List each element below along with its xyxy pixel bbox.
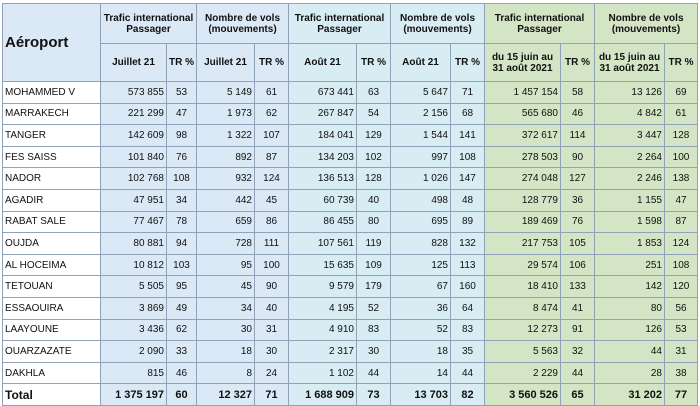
- rate-header: TR %: [357, 44, 391, 82]
- cell-aug-pax-tr: 102: [357, 146, 391, 168]
- cell-per-mvt-tr: 53: [665, 319, 698, 341]
- table-row: [3, 189, 698, 211]
- cell-per-pax-tr: 127: [561, 168, 595, 190]
- cell-per-mvt-tr: 31: [665, 341, 698, 363]
- cell-per-pax: 128 779: [485, 189, 561, 211]
- cell-jul-mvt: 659: [197, 211, 255, 233]
- cell-aug-pax-tr: 63: [357, 82, 391, 104]
- cell-per-mvt-tr: 69: [665, 82, 698, 104]
- cell-jul-pax: 101 840: [101, 146, 167, 168]
- table-row: [3, 254, 698, 276]
- airport-name: TETOUAN: [3, 276, 101, 298]
- total-period-passengers: 3 560 526: [485, 384, 561, 406]
- cell-per-mvt: 126: [595, 319, 665, 341]
- aug-flights-group-header: Nombre de vols (mouvements): [391, 4, 485, 44]
- cell-jul-mvt: 1 322: [197, 125, 255, 147]
- cell-per-pax: 8 474: [485, 297, 561, 319]
- cell-jul-mvt-tr: 124: [255, 168, 289, 190]
- cell-aug-pax-tr: 83: [357, 319, 391, 341]
- cell-aug-pax: 136 513: [289, 168, 357, 190]
- table-row: [3, 233, 698, 255]
- rate-header: TR %: [167, 44, 197, 82]
- total-label: Total: [3, 384, 101, 406]
- cell-per-mvt: 2 264: [595, 146, 665, 168]
- cell-aug-mvt: 1 544: [391, 125, 451, 147]
- cell-per-mvt-tr: 47: [665, 189, 698, 211]
- cell-per-mvt: 2 246: [595, 168, 665, 190]
- airport-name: ESSAOUIRA: [3, 297, 101, 319]
- cell-jul-pax-tr: 94: [167, 233, 197, 255]
- cell-jul-pax-tr: 108: [167, 168, 197, 190]
- total-period-flights: 31 202: [595, 384, 665, 406]
- airport-name: FES SAISS: [3, 146, 101, 168]
- cell-jul-mvt-tr: 40: [255, 297, 289, 319]
- period-flights-group-header: Nombre de vols (mouvements): [595, 4, 698, 44]
- cell-aug-mvt-tr: 71: [451, 82, 485, 104]
- cell-per-pax: 2 229: [485, 362, 561, 384]
- cell-aug-pax-tr: 52: [357, 297, 391, 319]
- cell-aug-mvt: 18: [391, 341, 451, 363]
- cell-aug-mvt-tr: 141: [451, 125, 485, 147]
- airport-name: MOHAMMED V: [3, 82, 101, 104]
- cell-aug-mvt: 997: [391, 146, 451, 168]
- cell-aug-pax-tr: 30: [357, 341, 391, 363]
- cell-aug-mvt-tr: 44: [451, 362, 485, 384]
- cell-aug-pax: 9 579: [289, 276, 357, 298]
- cell-per-mvt-tr: 128: [665, 125, 698, 147]
- table-row: [3, 103, 698, 125]
- cell-jul-pax: 102 768: [101, 168, 167, 190]
- cell-jul-mvt-tr: 87: [255, 146, 289, 168]
- airport-name: OUARZAZATE: [3, 341, 101, 363]
- total-jul-flights-rate: 71: [255, 384, 289, 406]
- table-row: [3, 276, 698, 298]
- cell-per-mvt-tr: 138: [665, 168, 698, 190]
- cell-jul-pax: 573 855: [101, 82, 167, 104]
- table-row: [3, 82, 698, 104]
- cell-aug-mvt: 52: [391, 319, 451, 341]
- group-header-row: [3, 4, 698, 44]
- cell-jul-pax-tr: 53: [167, 82, 197, 104]
- cell-aug-pax-tr: 80: [357, 211, 391, 233]
- cell-aug-mvt-tr: 113: [451, 254, 485, 276]
- cell-jul-pax: 77 467: [101, 211, 167, 233]
- cell-aug-mvt-tr: 89: [451, 211, 485, 233]
- cell-per-pax: 278 503: [485, 146, 561, 168]
- cell-aug-pax: 184 041: [289, 125, 357, 147]
- cell-per-mvt: 1 853: [595, 233, 665, 255]
- cell-aug-pax-tr: 44: [357, 362, 391, 384]
- cell-per-pax-tr: 76: [561, 211, 595, 233]
- cell-jul-pax-tr: 78: [167, 211, 197, 233]
- cell-jul-mvt-tr: 90: [255, 276, 289, 298]
- cell-jul-mvt: 892: [197, 146, 255, 168]
- cell-aug-pax-tr: 129: [357, 125, 391, 147]
- cell-per-pax-tr: 105: [561, 233, 595, 255]
- rate-header: TR %: [665, 44, 698, 82]
- cell-aug-mvt-tr: 108: [451, 146, 485, 168]
- cell-jul-mvt-tr: 107: [255, 125, 289, 147]
- cell-per-mvt-tr: 38: [665, 362, 698, 384]
- cell-jul-mvt-tr: 61: [255, 82, 289, 104]
- cell-jul-mvt-tr: 100: [255, 254, 289, 276]
- cell-per-mvt: 28: [595, 362, 665, 384]
- total-aug-flights-rate: 82: [451, 384, 485, 406]
- cell-per-mvt: 80: [595, 297, 665, 319]
- cell-aug-pax: 15 635: [289, 254, 357, 276]
- cell-aug-mvt: 14: [391, 362, 451, 384]
- airport-name: RABAT SALE: [3, 211, 101, 233]
- cell-jul-mvt-tr: 31: [255, 319, 289, 341]
- airport-name: MARRAKECH: [3, 103, 101, 125]
- cell-per-mvt-tr: 61: [665, 103, 698, 125]
- aug-passenger-group-header: Trafic international Passager: [289, 4, 391, 44]
- cell-per-pax: 5 563: [485, 341, 561, 363]
- sub-header-row: [3, 44, 698, 82]
- airport-column-header: Aéroport: [3, 4, 101, 82]
- total-row: [3, 384, 698, 406]
- cell-per-pax: 189 469: [485, 211, 561, 233]
- cell-per-mvt: 1 155: [595, 189, 665, 211]
- cell-per-mvt-tr: 87: [665, 211, 698, 233]
- cell-aug-mvt: 67: [391, 276, 451, 298]
- cell-per-pax: 274 048: [485, 168, 561, 190]
- period-passenger-group-header: Trafic international Passager: [485, 4, 595, 44]
- cell-per-pax-tr: 114: [561, 125, 595, 147]
- cell-aug-mvt: 1 026: [391, 168, 451, 190]
- cell-jul-pax: 5 505: [101, 276, 167, 298]
- cell-per-mvt: 142: [595, 276, 665, 298]
- cell-aug-pax: 86 455: [289, 211, 357, 233]
- jul-flights-header: Juillet 21: [197, 44, 255, 82]
- cell-jul-pax-tr: 95: [167, 276, 197, 298]
- cell-aug-mvt-tr: 48: [451, 189, 485, 211]
- cell-jul-pax-tr: 76: [167, 146, 197, 168]
- airport-traffic-table: [2, 3, 698, 406]
- cell-aug-pax: 673 441: [289, 82, 357, 104]
- cell-per-pax-tr: 36: [561, 189, 595, 211]
- cell-jul-mvt-tr: 111: [255, 233, 289, 255]
- cell-aug-mvt-tr: 147: [451, 168, 485, 190]
- table-row: [3, 125, 698, 147]
- cell-per-pax-tr: 106: [561, 254, 595, 276]
- cell-per-mvt-tr: 124: [665, 233, 698, 255]
- cell-per-mvt: 44: [595, 341, 665, 363]
- cell-per-mvt-tr: 100: [665, 146, 698, 168]
- cell-per-pax: 18 410: [485, 276, 561, 298]
- cell-jul-mvt: 932: [197, 168, 255, 190]
- total-aug-flights: 13 703: [391, 384, 451, 406]
- cell-per-mvt: 251: [595, 254, 665, 276]
- cell-aug-mvt: 498: [391, 189, 451, 211]
- cell-aug-pax: 4 910: [289, 319, 357, 341]
- cell-per-mvt: 3 447: [595, 125, 665, 147]
- rate-header: TR %: [451, 44, 485, 82]
- cell-per-pax-tr: 41: [561, 297, 595, 319]
- airport-name: AL HOCEIMA: [3, 254, 101, 276]
- total-aug-passengers-rate: 73: [357, 384, 391, 406]
- airport-name: LAAYOUNE: [3, 319, 101, 341]
- cell-jul-mvt: 95: [197, 254, 255, 276]
- cell-jul-mvt-tr: 62: [255, 103, 289, 125]
- cell-aug-mvt: 5 647: [391, 82, 451, 104]
- cell-jul-mvt: 30: [197, 319, 255, 341]
- cell-aug-mvt-tr: 35: [451, 341, 485, 363]
- jul-passenger-header: Juillet 21: [101, 44, 167, 82]
- cell-per-pax-tr: 46: [561, 103, 595, 125]
- cell-per-pax-tr: 90: [561, 146, 595, 168]
- cell-jul-mvt-tr: 24: [255, 362, 289, 384]
- airport-name: TANGER: [3, 125, 101, 147]
- total-jul-passengers-rate: 60: [167, 384, 197, 406]
- cell-per-pax: 372 617: [485, 125, 561, 147]
- table-row: [3, 362, 698, 384]
- cell-jul-mvt-tr: 45: [255, 189, 289, 211]
- cell-per-pax-tr: 91: [561, 319, 595, 341]
- cell-jul-mvt: 1 973: [197, 103, 255, 125]
- cell-per-mvt-tr: 108: [665, 254, 698, 276]
- cell-jul-pax: 3 436: [101, 319, 167, 341]
- cell-per-mvt: 4 842: [595, 103, 665, 125]
- table-row: [3, 341, 698, 363]
- cell-jul-pax-tr: 49: [167, 297, 197, 319]
- rate-header: TR %: [255, 44, 289, 82]
- cell-jul-mvt: 442: [197, 189, 255, 211]
- table-row: [3, 168, 698, 190]
- cell-per-pax-tr: 32: [561, 341, 595, 363]
- cell-jul-pax-tr: 46: [167, 362, 197, 384]
- cell-per-pax: 1 457 154: [485, 82, 561, 104]
- cell-aug-pax: 134 203: [289, 146, 357, 168]
- cell-jul-mvt: 8: [197, 362, 255, 384]
- cell-per-mvt: 1 598: [595, 211, 665, 233]
- cell-aug-pax-tr: 179: [357, 276, 391, 298]
- cell-aug-mvt-tr: 160: [451, 276, 485, 298]
- cell-jul-pax: 221 299: [101, 103, 167, 125]
- cell-jul-pax: 815: [101, 362, 167, 384]
- total-jul-flights: 12 327: [197, 384, 255, 406]
- airport-name: NADOR: [3, 168, 101, 190]
- cell-jul-pax-tr: 98: [167, 125, 197, 147]
- table-row: [3, 211, 698, 233]
- cell-jul-pax-tr: 62: [167, 319, 197, 341]
- cell-jul-pax: 2 090: [101, 341, 167, 363]
- cell-aug-pax: 2 317: [289, 341, 357, 363]
- cell-jul-mvt: 18: [197, 341, 255, 363]
- cell-aug-pax-tr: 54: [357, 103, 391, 125]
- cell-jul-pax-tr: 34: [167, 189, 197, 211]
- cell-jul-mvt: 45: [197, 276, 255, 298]
- cell-jul-mvt: 728: [197, 233, 255, 255]
- cell-aug-pax: 267 847: [289, 103, 357, 125]
- cell-aug-mvt-tr: 83: [451, 319, 485, 341]
- total-period-passengers-rate: 65: [561, 384, 595, 406]
- cell-aug-pax-tr: 40: [357, 189, 391, 211]
- cell-jul-pax-tr: 103: [167, 254, 197, 276]
- cell-jul-pax: 80 881: [101, 233, 167, 255]
- cell-jul-pax: 10 812: [101, 254, 167, 276]
- cell-aug-mvt-tr: 68: [451, 103, 485, 125]
- aug-passenger-header: Août 21: [289, 44, 357, 82]
- cell-per-pax: 29 574: [485, 254, 561, 276]
- cell-aug-pax: 107 561: [289, 233, 357, 255]
- cell-per-pax: 565 680: [485, 103, 561, 125]
- cell-aug-mvt: 125: [391, 254, 451, 276]
- cell-per-pax: 12 273: [485, 319, 561, 341]
- cell-aug-mvt-tr: 132: [451, 233, 485, 255]
- table-row: [3, 297, 698, 319]
- airport-name: DAKHLA: [3, 362, 101, 384]
- cell-aug-mvt: 695: [391, 211, 451, 233]
- cell-per-mvt: 13 126: [595, 82, 665, 104]
- cell-jul-mvt: 5 149: [197, 82, 255, 104]
- rate-header: TR %: [561, 44, 595, 82]
- cell-aug-mvt: 2 156: [391, 103, 451, 125]
- cell-jul-pax: 47 951: [101, 189, 167, 211]
- cell-aug-pax: 4 195: [289, 297, 357, 319]
- cell-aug-pax: 60 739: [289, 189, 357, 211]
- total-aug-passengers: 1 688 909: [289, 384, 357, 406]
- cell-aug-pax-tr: 128: [357, 168, 391, 190]
- table-row: [3, 319, 698, 341]
- cell-aug-pax-tr: 109: [357, 254, 391, 276]
- cell-per-mvt-tr: 56: [665, 297, 698, 319]
- aug-flights-header: Août 21: [391, 44, 451, 82]
- cell-per-pax-tr: 58: [561, 82, 595, 104]
- cell-jul-mvt: 34: [197, 297, 255, 319]
- jul-flights-group-header: Nombre de vols (mouvements): [197, 4, 289, 44]
- table-row: [3, 146, 698, 168]
- period-flights-header: du 15 juin au 31 août 2021: [595, 44, 665, 82]
- cell-aug-pax-tr: 119: [357, 233, 391, 255]
- cell-aug-mvt-tr: 64: [451, 297, 485, 319]
- cell-aug-pax: 1 102: [289, 362, 357, 384]
- cell-jul-mvt-tr: 30: [255, 341, 289, 363]
- cell-per-pax-tr: 133: [561, 276, 595, 298]
- cell-jul-pax: 3 869: [101, 297, 167, 319]
- cell-jul-pax: 142 609: [101, 125, 167, 147]
- cell-per-mvt-tr: 120: [665, 276, 698, 298]
- cell-jul-pax-tr: 47: [167, 103, 197, 125]
- cell-jul-mvt-tr: 86: [255, 211, 289, 233]
- airport-name: AGADIR: [3, 189, 101, 211]
- total-period-flights-rate: 77: [665, 384, 698, 406]
- cell-aug-mvt: 36: [391, 297, 451, 319]
- cell-per-pax-tr: 44: [561, 362, 595, 384]
- period-passenger-header: du 15 juin au 31 août 2021: [485, 44, 561, 82]
- cell-aug-mvt: 828: [391, 233, 451, 255]
- total-jul-passengers: 1 375 197: [101, 384, 167, 406]
- cell-per-pax: 217 753: [485, 233, 561, 255]
- jul-passenger-group-header: Trafic international Passager: [101, 4, 197, 44]
- airport-name: OUJDA: [3, 233, 101, 255]
- cell-jul-pax-tr: 33: [167, 341, 197, 363]
